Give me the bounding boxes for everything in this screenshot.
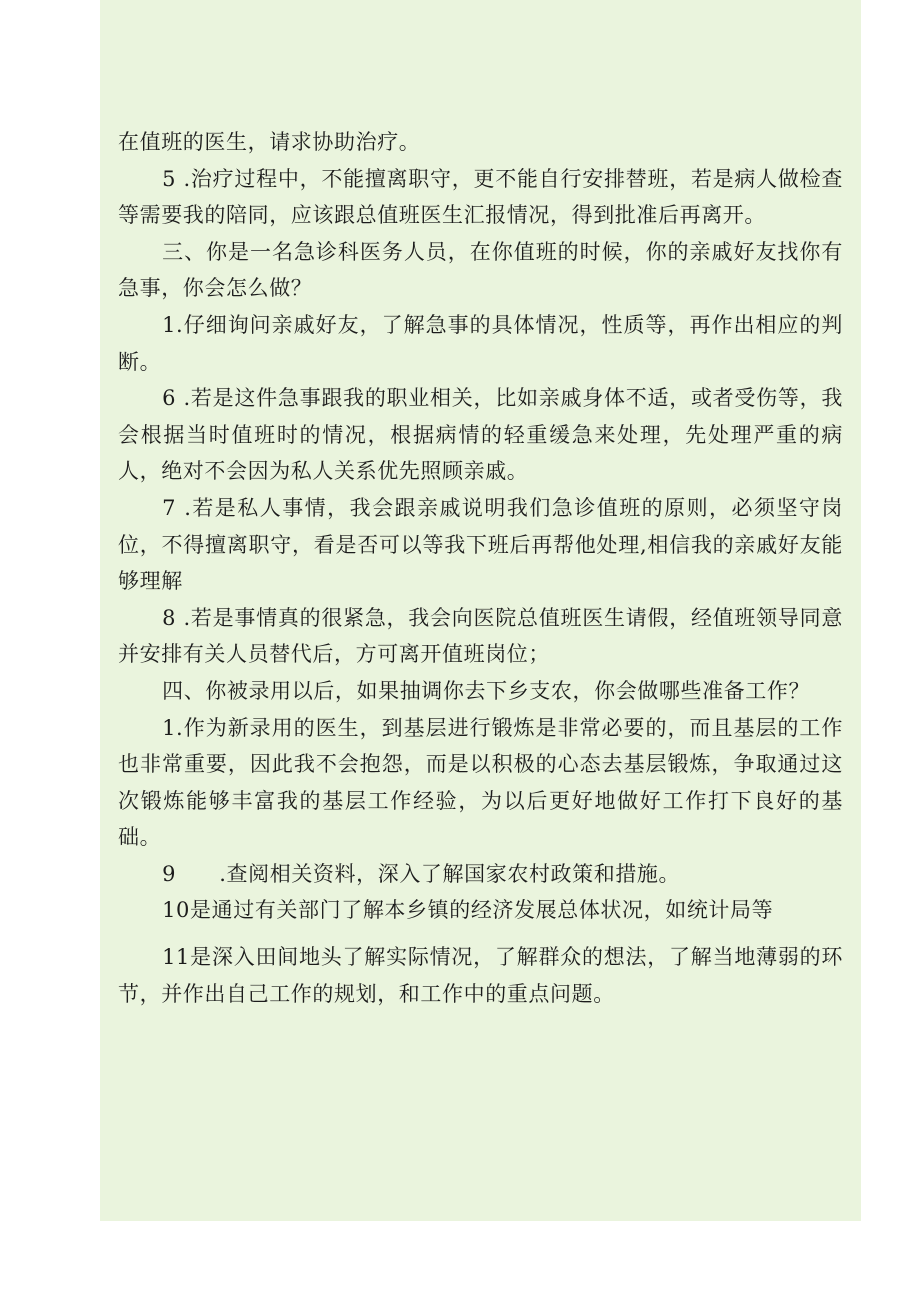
document-body bbox=[118, 124, 843, 1012]
document-page bbox=[100, 0, 861, 1221]
paragraph-item-1: 1.仔细询问亲戚好友，了解急事的具体情况，性质等，再作出相应的判断。 bbox=[118, 312, 843, 374]
paragraph-item-10: 10是通过有关部门了解本乡镇的经济发展总体状况，如统计局等 bbox=[162, 898, 774, 923]
question-4-heading: 四、你被录用以后，如果抽调你去下乡支农，你会做哪些准备工作？ bbox=[162, 678, 811, 703]
paragraph-item-5: 5 .治疗过程中，不能擅离职守，更不能自行安排替班，若是病人做检查等需要我的陪同，应该跟总值班医生汇报情况，得到批准后再离开。 bbox=[118, 166, 843, 228]
paragraph-item-6: 6 .若是这件急事跟我的职业相关，比如亲戚身体不适，或者受伤等，我会根据当时值班时的情况，根据病情的轻重缓急来处理，先处理严重的病人，绝对不会因为私人关系优先照顾亲戚。 bbox=[118, 386, 843, 484]
paragraph-item-7: 7 .若是私人事情，我会跟亲戚说明我们急诊值班的原则，必须坚守岗位，不得擅离职守，看是否可以等我下班后再帮他处理,相信我的亲戚好友能够理解 bbox=[118, 495, 843, 594]
paragraph-item-9: 9 .查阅相关资料，深入了解国家农村政策和措施。 bbox=[162, 861, 681, 886]
paragraph-item-8: 8 .若是事情真的很紧急，我会向医院总值班医生请假，经值班领导同意并安排有关人员替代后，方可离开值班岗位； bbox=[118, 605, 843, 667]
paragraph-item-11: 11是深入田间地头了解实际情况，了解群众的想法，了解当地薄弱的环节，并作出自己工作的规划，和工作中的重点问题。 bbox=[118, 945, 843, 1006]
paragraph-item-1b: 1.作为新录用的医生，到基层进行锻炼是非常必要的，而且基层的工作也非常重要，因此我不会抱怨，而是以积极的心态去基层锻炼，争取通过这次锻炼能够丰富我的基层工作经验，为以后更好地做好工作打下良好的基础。 bbox=[118, 715, 843, 850]
paragraph-continuation: 在值班的医生，请求协助治疗。 bbox=[118, 130, 421, 154]
question-3-heading: 三、你是一名急诊科医务人员，在你值班的时候，你的亲戚好友找你有急事，你会怎么做？ bbox=[118, 239, 843, 301]
